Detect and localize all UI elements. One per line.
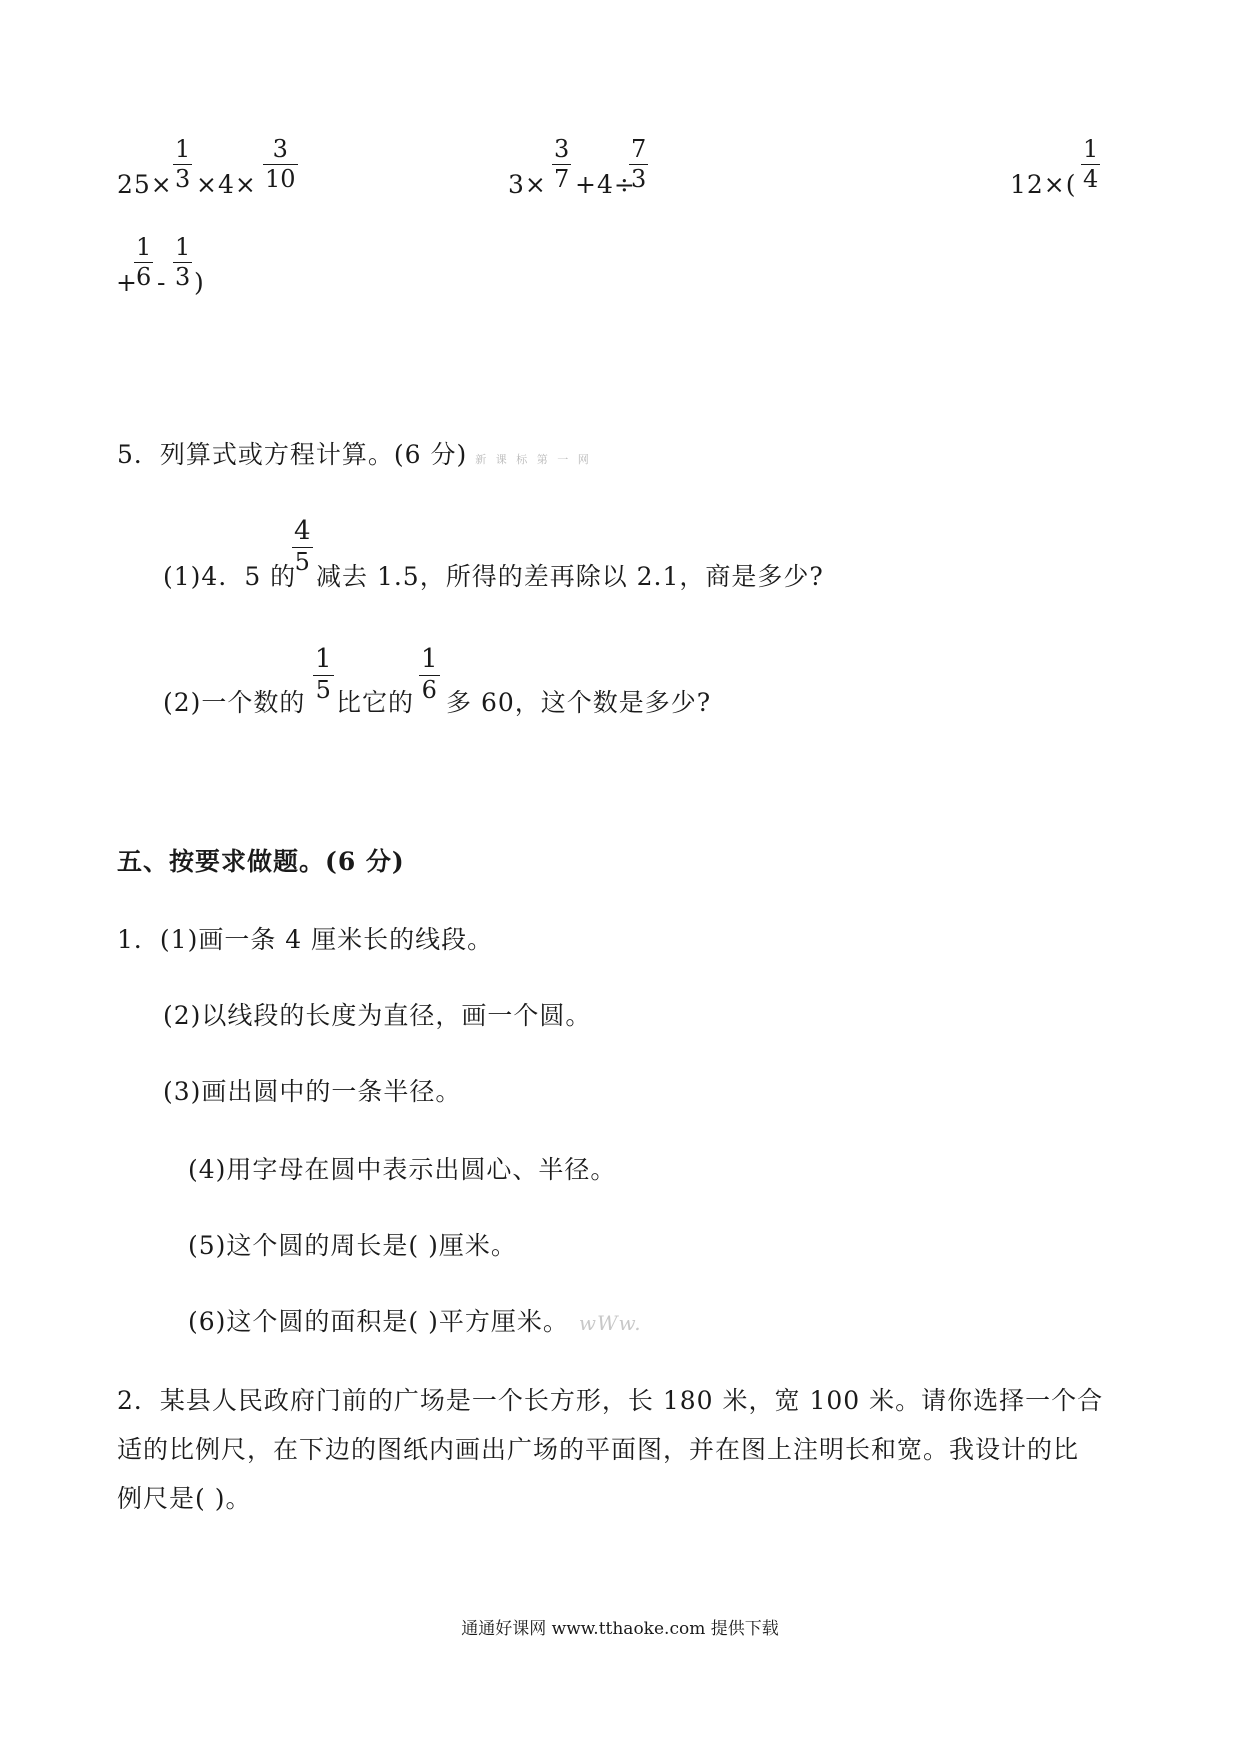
expr3-prefix: 12×( — [1010, 170, 1077, 199]
q1-line-4: (4)用字母在圆中表示出圆心、半径。 — [188, 1155, 617, 1184]
fraction: 1 5 — [315, 644, 332, 704]
q1-line-6: (6)这个圆的面积是( )平方厘米。 wWw. — [188, 1307, 642, 1336]
fraction: 3 10 — [265, 135, 296, 193]
expr3-close: ) — [194, 268, 205, 297]
q2-line-1: 2．某县人民政府门前的广场是一个长方形，长 180 米，宽 100 米。请你选择一个合 — [117, 1386, 1104, 1415]
fraction: 1 3 — [175, 233, 191, 291]
q5-p2-mid: 比它的 — [336, 688, 415, 717]
q1-line-5: (5)这个圆的周长是( )厘米。 — [188, 1231, 517, 1260]
fraction: 1 3 — [175, 135, 191, 193]
expr3-minus: - — [157, 268, 167, 297]
fraction: 3 7 — [554, 135, 570, 193]
q2-line-2: 适的比例尺，在下边的图纸内画出广场的平面图，并在图上注明长和宽。我设计的比 — [117, 1435, 1080, 1464]
q2-line-3: 例尺是( )。 — [117, 1484, 252, 1513]
expr2-mid: +4÷ — [575, 170, 636, 199]
section-title: 五、按要求做题。(6 分) — [117, 847, 405, 876]
watermark-text: 新 课 标 第 一 网 — [475, 453, 592, 466]
page-footer: 通通好课网 www.tthaoke.com 提供下载 — [461, 1619, 779, 1639]
q5-p2-after: 多 60，这个数是多少? — [446, 688, 712, 717]
q5-p1-after: 减去 1.5，所得的差再除以 2.1，商是多少? — [316, 562, 824, 591]
q1-line-2: (2)以线段的长度为直径，画一个圆。 — [163, 1001, 592, 1030]
expr2-prefix: 3× — [508, 170, 547, 199]
fraction: 1 6 — [136, 233, 152, 291]
fraction: 4 5 — [294, 516, 311, 576]
q1-line-1: 1．(1)画一条 4 厘米长的线段。 — [117, 925, 494, 954]
watermark-text: wWw. — [578, 1311, 642, 1335]
q1-line-3: (3)画出圆中的一条半径。 — [163, 1077, 462, 1106]
q5-p1-before: (1)4．5 的 — [163, 562, 297, 591]
q5-p2-before: (2)一个数的 — [163, 688, 306, 717]
fraction: 7 3 — [631, 135, 647, 193]
expr1-prefix: 25× — [117, 170, 173, 199]
fraction: 1 6 — [421, 644, 438, 704]
fraction: 1 4 — [1083, 135, 1099, 193]
expr3-plus: + — [116, 268, 138, 297]
q5-heading: 5．列算式或方程计算。(6 分) 新 课 标 第 一 网 — [117, 440, 592, 469]
expr1-mid: ×4× — [196, 170, 257, 199]
